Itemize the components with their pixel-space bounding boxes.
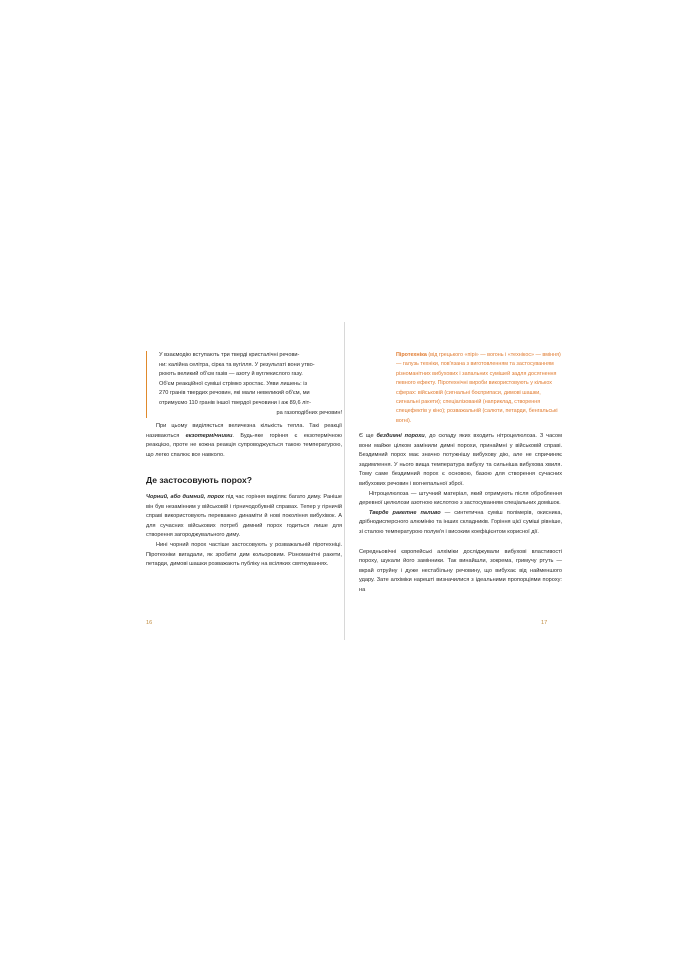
section-heading: Де застосовують порох? bbox=[146, 475, 252, 485]
rocket-fuel-paragraph: Тверде ракетне паливо — синтетична суміш полімерів, окисника, дрібнодисперсного алюмінію та інших складників. Горіння цієї суміші рівніше, зі сталою температурою полум'я і високим коефіцієнтом корисної дії. bbox=[359, 509, 563, 535]
quote-line: ни: калійна селітра, сірка та вугілля. У результаті вони утво- bbox=[159, 361, 315, 368]
black-powder-paragraph: Чорний, або димний, порох під час горіння виділяє багато диму. Раніше він був незамінним у військовій і гірничодобувній справах. Тепер у гірничій справі використовують переважно динаміти й нові покоління вибухівок. А для сучасних військових потреб димний порох годиться лише для створення загороджувального диму. bbox=[146, 494, 343, 539]
reaction-quote bbox=[146, 351, 342, 418]
pyrotechnics-sidenote: Піротехніка (від грецького «пірі» — вогонь і «технікос» — вміння) — галузь техніки, пов'язана з виготовленням та застосуванням різноманітних вибухових і запальних сумішей задля досягнення певного ефекту. Піротехнічні вироби використовують у кількох сферах: військовій (сигнальні боєприпаси, димові шашки, сигнальні ракети); спеціалізованій (наприклад, створення спецефектів у кіно); розважальній (салюти, петарди, бенгальські вогні). bbox=[396, 352, 561, 424]
page-number-right: 17 bbox=[541, 620, 548, 626]
page-number-left: 16 bbox=[146, 620, 153, 626]
quote-line: Об'єм реакційної суміші стрімко зростає. Уяви лишень: із bbox=[159, 380, 308, 387]
quote-line: 270 гранів твердих речовин, які мали невеликий об'єм, ми bbox=[159, 390, 310, 397]
rocket-fuel-term: Тверде ракетне паливо bbox=[369, 509, 441, 516]
alchemists-paragraph: Середньовічні європейські алхіміки досліджували вибухові властивості пороху, шукали його замінники. Так винайшли, зокрема, гримучу ртуть — вкрай отруйну і дуже нестабільну речовину, що вибухає від найменшого удару. Зате алхіміки нарешті визначилися з ідеальними пропорціями пороху: на bbox=[359, 548, 562, 593]
quote-line: рюють великий об'єм газів — азоту й вуглекислого газу. bbox=[159, 371, 303, 378]
quote-line: отримуємо 110 гранів іншої твердої речовини і аж 89,6 літ- bbox=[159, 399, 312, 406]
left-body bbox=[146, 493, 342, 570]
exothermic-term: екзотермічними bbox=[185, 432, 233, 439]
right-body bbox=[359, 432, 562, 596]
black-powder-term: Чорний, або димний, порох bbox=[146, 494, 224, 500]
nitrocellulose-paragraph: Нітроцелюлоза — штучний матеріал, який отримують після оброблення деревної целюлози азотною кислотою з застосуванням спеціальних домішок. bbox=[359, 490, 562, 507]
pyrotechnics-term: Піротехніка bbox=[396, 352, 427, 358]
pyrotechnics-paragraph: Нині чорний порох частіше застосовують у розважальній піротехніці. Піротехніки вигадали, як зробити дим кольоровим. Різноманітні ракети, петарди, димові шашки розважають публіку на всіляких святкуваннях. bbox=[146, 541, 342, 568]
quote-line: ра газоподібних речовин! bbox=[276, 409, 342, 416]
quote-line: У взаємодію вступають три тверді кристалічні речови- bbox=[159, 352, 300, 358]
left-intro bbox=[146, 351, 342, 461]
spine-divider bbox=[344, 322, 345, 640]
smokeless-paragraph: Є ще бездимні порохи, до складу яких входить нітроцелюлоза. З часом вони майже цілком замінили димні порохи, принаймні у військовій справі. Бездимний порох має значно потужнішу вибухову дію, але не спричиняє задимлення. У нього вища температура вибуху та сильніша вибухова хвиля. Тому саме бездимний порох є основою, базою для створення сучасних вибухових речовин і вогнепальної зброї. bbox=[359, 433, 562, 487]
smokeless-term: бездимні порохи bbox=[376, 433, 425, 439]
heat-paragraph: При цьому виділяється величезна кількість тепла. Такі реакції називаються екзотермічними. Будь-яке горіння є екзотермічною реакцією, проте не кожна реакція супроводжується такою температурою, що легко спалює все навколо. bbox=[146, 423, 343, 458]
